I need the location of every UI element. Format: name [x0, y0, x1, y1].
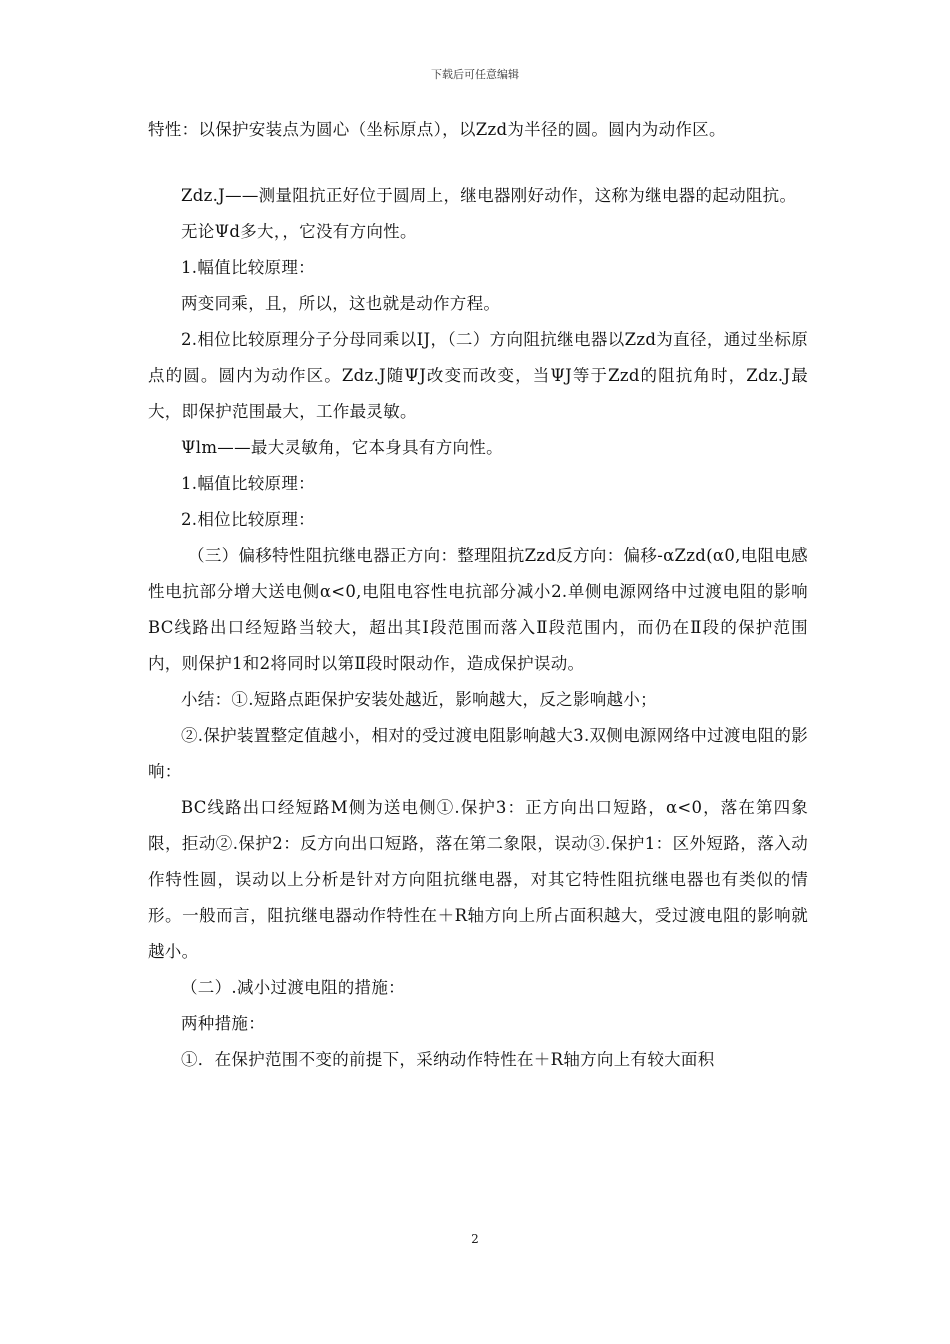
page-header: 下载后可任意编辑 — [431, 68, 519, 81]
paragraph-gap — [148, 148, 808, 178]
paragraph-6: 2.相位比较原理分子分母同乘以IJ，（二）方向阻抗继电器以Zzd为直径，通过坐标原点的圆。圆内为动作区。Zdz.J随ΨJ改变而改变，当ΨJ等于Zzd的阻抗角时，Zdz.J最大，即保护范围最大，工作最灵敏。 — [148, 330, 808, 421]
paragraph-15: 两种措施： — [181, 1014, 265, 1033]
paragraph-12: ②.保护装置整定值越小，相对的受过渡电阻影响越大3.双侧电源网络中过渡电阻的影响： — [148, 726, 808, 781]
paragraph-2: Zdz.J——测量阻抗正好位于圆周上，继电器刚好动作，这称为继电器的起动阻抗。 — [181, 186, 797, 205]
paragraph-10: （三）偏移特性阻抗继电器正方向：整理阻抗Zzd反方向：偏移-αZzd(α0,电阻电感性电抗部分增大送电侧α<0,电阻电容性电抗部分减小2.单侧电源网络中过渡电阻的影响BC线路出口经短路当较大，超出其Ⅰ段范围而落入Ⅱ段范围内，而仍在Ⅱ段的保护范围内，则保护1和2将同时以第Ⅱ段时限动作，造成保护误动。 — [148, 546, 808, 673]
paragraph-9: 2.相位比较原理： — [181, 510, 315, 529]
paragraph-3: 无论Ψd多大，，它没有方向性。 — [181, 222, 417, 241]
page-number: 2 — [471, 1232, 479, 1246]
paragraph-1: 特性：以保护安装点为圆心（坐标原点），以Zzd为半径的圆。圆内为动作区。 — [148, 120, 726, 139]
paragraph-11: 小结：①.短路点距保护安装处越近，影响越大，反之影响越小； — [181, 690, 657, 709]
paragraph-16: ①．在保护范围不变的前提下，采纳动作特性在＋R轴方向上有较大面积 — [181, 1050, 715, 1069]
paragraph-14: （二）.减小过渡电阻的措施： — [181, 978, 405, 997]
paragraph-8: 1.幅值比较原理： — [181, 474, 315, 493]
paragraph-4: 1.幅值比较原理： — [181, 258, 315, 277]
paragraph-13: BC线路出口经短路M侧为送电侧①.保护3：正方向出口短路，α<0，落在第四象限，拒动②.保护2：反方向出口短路，落在第二象限，误动③.保护1：区外短路，落入动作特性圆，误动以上分析是针对方向阻抗继电器，对其它特性阻抗继电器也有类似的情形。一般而言，阻抗继电器动作特性在＋R轴方向上所占面积越大，受过渡电阻的影响就越小。 — [148, 798, 808, 961]
document-body — [148, 112, 808, 1078]
paragraph-7: Ψlm——最大灵敏角，它本身具有方向性。 — [181, 438, 503, 457]
paragraph-5: 两变同乘，且，所以，这也就是动作方程。 — [181, 294, 501, 313]
